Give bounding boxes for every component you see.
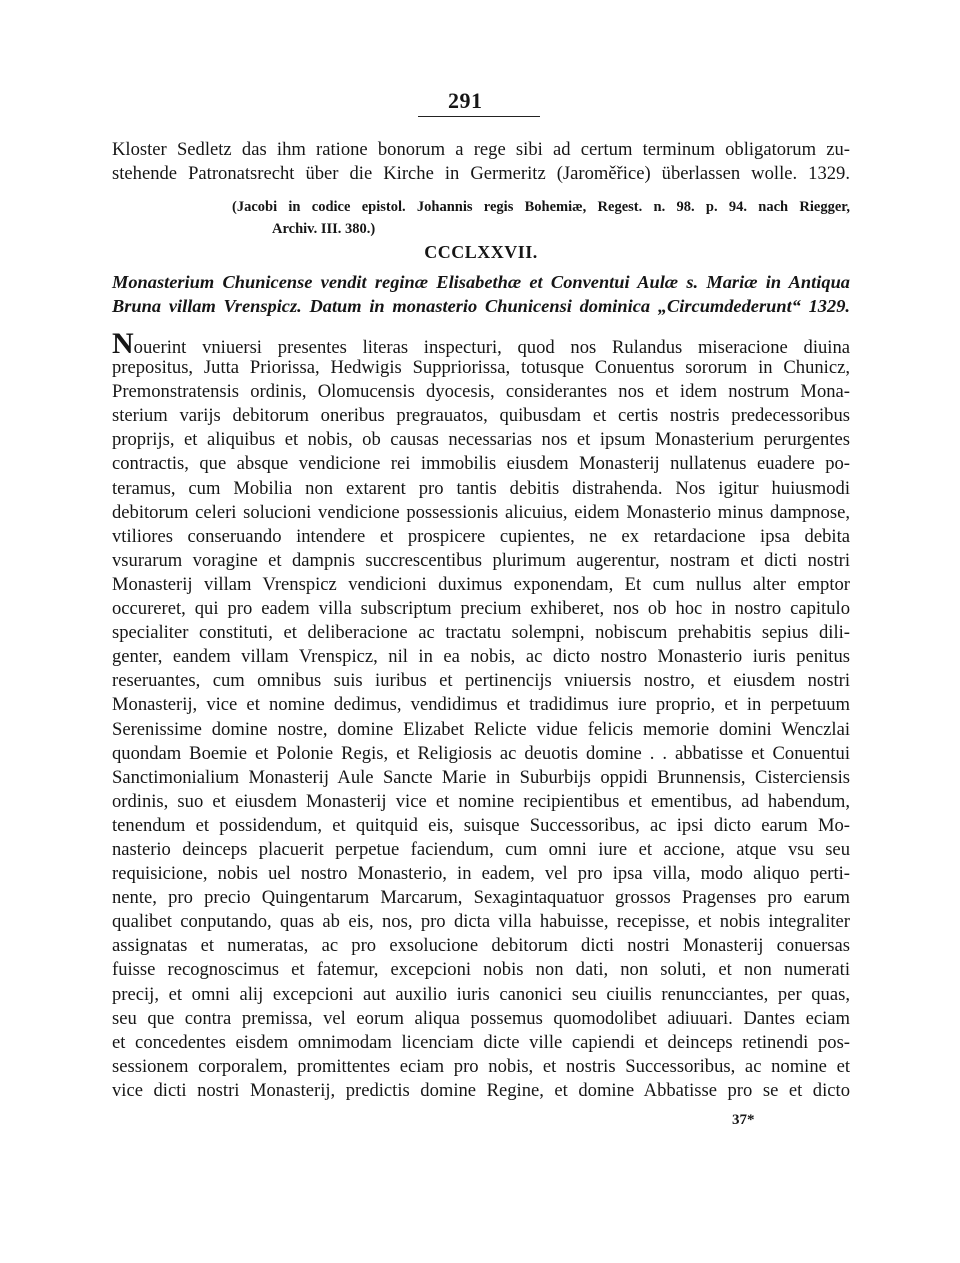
text-line: Kloster Sedletz das ihm ratione bonorum a rege sibi ad certum terminum obligatorum zu- <box>112 139 850 160</box>
source-citation <box>232 196 850 240</box>
signature-mark: 37* <box>732 1112 755 1128</box>
text-line: debitorum celeri solucioni vendicione possessionis alicuius, eidem Monasterio minus dampnose, <box>112 501 850 523</box>
page-number-rule <box>418 116 540 117</box>
text-line: quondam Boemie et Polonie Regis, et Religiosis ac deuotis domine . . abbatisse et Conuentui <box>112 742 850 764</box>
text-line: nasterio deinceps placuerit perpetue faciendum, cum omni iure et accione, atque vsu seu <box>112 838 850 860</box>
text-line: tenendum et possidendum, et quitquid eis, suisque Successoribus, ac ipsi dicto earum Mo- <box>112 814 850 836</box>
text-line: vice dicti nostri Monasterij, predictis domine Regine, et domine Abbatisse pro se et dicto <box>112 1079 850 1101</box>
text-line: genter, eandem villam Vrenspicz, nil in ea nobis, ac dicto nostro Monasterio iuris penitus <box>112 646 850 668</box>
text-line: Serenissime domine nostre, domine Elizabet Relicte vidue felicis memorie domini Wenczlai <box>112 718 850 740</box>
text-line: fuisse recognoscimus et fatemur, excepcioni nobis non dati, non soluti, et non numerati <box>112 959 850 981</box>
text-line: Sanctimonialium Monasterij Aule Sancte Marie in Suburbijs oppidi Brunnensis, Cisterciensis <box>112 766 850 788</box>
first-line-text: ouerint vniuersi presentes literas inspecturi, quod nos Rulandus miseracione diuina <box>133 337 850 358</box>
initial-letter: N <box>112 327 134 360</box>
summary-line: Monasterium Chunicense vendit reginæ Elisabethæ et Conventui Aulæ s. Mariæ in Antiqua <box>112 272 850 292</box>
text-line: sessionem corporalem, promittentes eciam pro nobis, et nostris Successoribus, ac nomine et <box>112 1055 850 1077</box>
text-line: occureret, qui pro eadem villa subscriptum precium exhiberet, nos ob hoc in nostro capitulo <box>112 598 850 620</box>
text-line: teramus, cum Mobilia non extarent pro tantis debitis distrahenda. Nos igitur huiusmodi <box>112 477 850 499</box>
text-line: ordinis, suo et eiusdem Monasterij vice et nomine recipientibus et ementibus, ad habendum, <box>112 790 850 812</box>
text-line: Monasterij, vice et nomine dedimus, vendidimus et tradidimus iure proprio, et in perpetuum <box>112 694 850 716</box>
document-summary <box>112 270 850 318</box>
text-line: vsurarum voragine et dampnis succrescentibus plurimum augerentur, nostram et dicti nostri <box>112 549 850 571</box>
text-line: requisicione, nobis uel nostro Monasterio, in eadem, vel pro ipsa villa, modo aliquo perti- <box>112 863 850 885</box>
text-line: prepositus, Jutta Priorissa, Hedwigis Suppriorissa, totusque Conuentus sororum in Chunicz, <box>112 357 850 379</box>
text-line: stehende Patronatsrecht über die Kirche in Germeritz (Jaroměřice) überlassen wolle. 1329. <box>112 163 850 184</box>
intro-paragraph <box>112 138 850 186</box>
text-line: seu que contra premissa, vel eorum aliqua possemus quomodolibet adiuuari. Dantes eciam <box>112 1007 850 1029</box>
text-line: specialiter constituti, et deliberacione ac tractatu solempni, nobiscum prehabitis sepius dili- <box>112 622 850 644</box>
text-line: precij, et omni alij excepcioni aut auxilio iuris canonici seu ciuilis renuncciantes, per quas, <box>112 983 850 1005</box>
text-line: reseruantes, cum omnibus suis iuribus et pertinencijs vniuersis nostro, et eiusdem nostri <box>112 670 850 692</box>
text-line: contractis, que absque vendicione rei immobilis eiusdem Monasterij nullatenus euadere po- <box>112 453 850 475</box>
text-line-first <box>112 327 850 360</box>
charter-text <box>112 327 850 1103</box>
text-line: sterium varijs debitorum oneribus pregrauatos, quibusdam et certis nostris predecessoribus <box>112 405 850 427</box>
citation-line: Archiv. III. 380.) <box>272 221 376 237</box>
text-line: assignatas et numeratas, ac pro exsolucione debitorum dicti nostri Monasterij conuersas <box>112 935 850 957</box>
text-line: nente, pro precio Quingentarum Marcarum, Sexagintaquatuor grossos Pragenses pro earum <box>112 887 850 909</box>
summary-line: Bruna villam Vrenspicz. Datum in monasterio Chunicensi dominica „Circumdederunt“ 1329. <box>112 296 850 316</box>
text-line: proprijs, et aliquibus et nobis, ob causas necessarias nos et ipsum Monasterium perurgentes <box>112 429 850 451</box>
text-line: Monasterij villam Vrenspicz vendicioni duximus exponendam, Et cum nullus alter emptor <box>112 573 850 595</box>
page-number: 291 <box>448 88 483 113</box>
text-line: qualibet conputando, quas ab eis, nos, pro dicta villa habuisse, recepisse, et nobis integraliter <box>112 911 850 933</box>
text-line: Premonstratensis ordinis, Olomucensis dyocesis, considerantes nos et idem nostrum Mona- <box>112 381 850 403</box>
text-line: vtiliores conseruando intendere et prospicere cupientes, ne ex retardacione ipsa debita <box>112 525 850 547</box>
text-line: et concedentes eisdem omnimodam licenciam dicte ville capiendi et deinceps retinendi pos- <box>112 1031 850 1053</box>
citation-line: (Jacobi in codice epistol. Johannis regis Bohemiæ, Regest. n. 98. p. 94. nach Riegger, <box>232 199 850 215</box>
document-number: CCCLXXVII. <box>424 242 538 262</box>
